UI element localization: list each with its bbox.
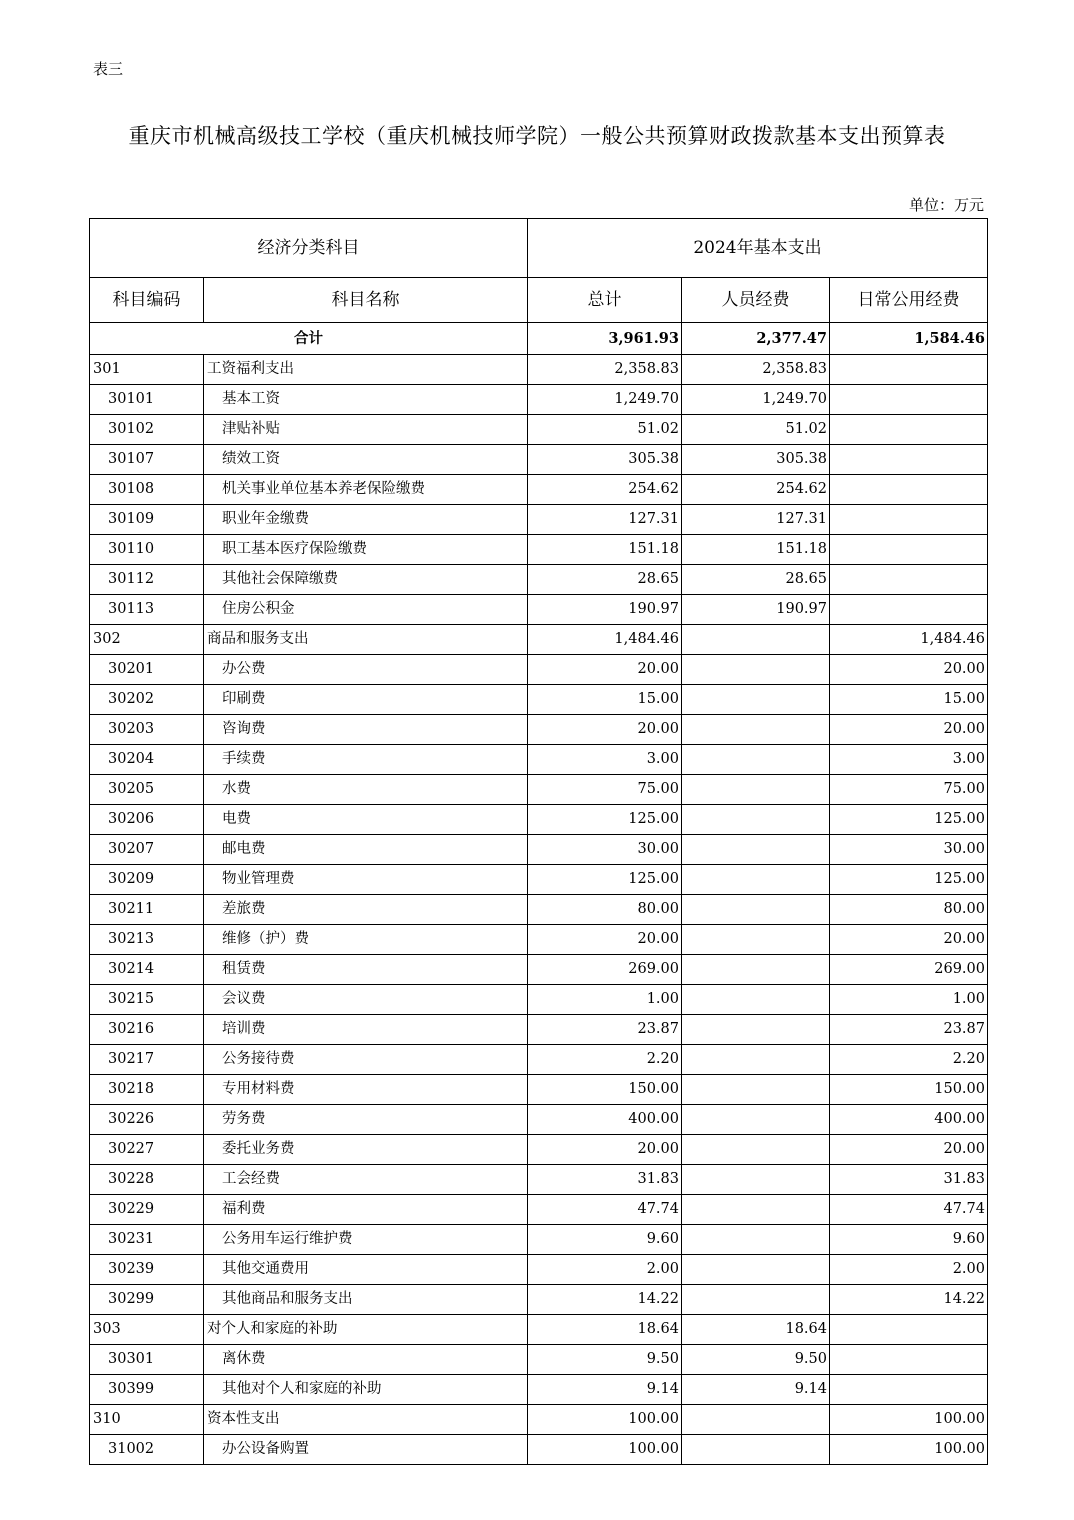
row-public: 100.00	[830, 1405, 988, 1435]
row-public	[830, 565, 988, 595]
row-name: 离休费	[204, 1345, 528, 1375]
row-name: 资本性支出	[204, 1405, 528, 1435]
row-public: 125.00	[830, 865, 988, 895]
row-code: 31002	[90, 1435, 204, 1465]
table-row	[90, 655, 988, 685]
total-sum: 3,961.93	[528, 323, 682, 355]
row-personnel: 127.31	[682, 505, 830, 535]
row-name: 差旅费	[204, 895, 528, 925]
header-public: 日常公用经费	[830, 278, 988, 323]
row-public	[830, 1315, 988, 1345]
row-public	[830, 535, 988, 565]
table-row	[90, 355, 988, 385]
row-total: 305.38	[528, 445, 682, 475]
table-row	[90, 895, 988, 925]
row-total: 20.00	[528, 1135, 682, 1165]
row-name: 职业年金缴费	[204, 505, 528, 535]
table-row	[90, 1165, 988, 1195]
row-public: 2.20	[830, 1045, 988, 1075]
unit-label: 单位：万元	[908, 196, 984, 214]
table-row	[90, 775, 988, 805]
row-total: 14.22	[528, 1285, 682, 1315]
row-personnel	[682, 835, 830, 865]
row-name: 会议费	[204, 985, 528, 1015]
table-row	[90, 1135, 988, 1165]
row-personnel	[682, 985, 830, 1015]
row-total: 30.00	[528, 835, 682, 865]
row-personnel	[682, 925, 830, 955]
row-name: 办公费	[204, 655, 528, 685]
row-personnel	[682, 805, 830, 835]
row-public: 2.00	[830, 1255, 988, 1285]
row-public: 30.00	[830, 835, 988, 865]
row-name: 住房公积金	[204, 595, 528, 625]
row-code: 30227	[90, 1135, 204, 1165]
table-row	[90, 715, 988, 745]
row-public: 80.00	[830, 895, 988, 925]
row-total: 1,484.46	[528, 625, 682, 655]
row-personnel	[682, 865, 830, 895]
table-row	[90, 535, 988, 565]
row-code: 30107	[90, 445, 204, 475]
row-code: 30215	[90, 985, 204, 1015]
table-row	[90, 925, 988, 955]
row-total: 80.00	[528, 895, 682, 925]
row-name: 机关事业单位基本养老保险缴费	[204, 475, 528, 505]
table-row	[90, 745, 988, 775]
row-personnel	[682, 1015, 830, 1045]
row-name: 培训费	[204, 1015, 528, 1045]
row-personnel: 254.62	[682, 475, 830, 505]
row-name: 劳务费	[204, 1105, 528, 1135]
table-row	[90, 475, 988, 505]
row-code: 302	[90, 625, 204, 655]
row-code: 30301	[90, 1345, 204, 1375]
row-personnel	[682, 1405, 830, 1435]
header-code: 科目编码	[90, 278, 204, 323]
row-total: 2.20	[528, 1045, 682, 1075]
row-code: 310	[90, 1405, 204, 1435]
header-personnel: 人员经费	[682, 278, 830, 323]
row-personnel	[682, 1285, 830, 1315]
row-personnel	[682, 1255, 830, 1285]
row-public: 400.00	[830, 1105, 988, 1135]
row-public: 1,484.46	[830, 625, 988, 655]
table-row	[90, 595, 988, 625]
row-total: 127.31	[528, 505, 682, 535]
row-name: 其他商品和服务支出	[204, 1285, 528, 1315]
row-personnel	[682, 895, 830, 925]
row-public: 1.00	[830, 985, 988, 1015]
row-code: 30228	[90, 1165, 204, 1195]
row-code: 30108	[90, 475, 204, 505]
row-public: 31.83	[830, 1165, 988, 1195]
table-row	[90, 1345, 988, 1375]
row-code: 30113	[90, 595, 204, 625]
row-public	[830, 445, 988, 475]
row-total: 20.00	[528, 925, 682, 955]
row-name: 工会经费	[204, 1165, 528, 1195]
table-row	[90, 685, 988, 715]
row-code: 30202	[90, 685, 204, 715]
row-total: 9.50	[528, 1345, 682, 1375]
page-title: 重庆市机械高级技工学校（重庆机械技师学院）一般公共预算财政拨款基本支出预算表	[128, 124, 946, 148]
table-row	[90, 1315, 988, 1345]
row-public: 100.00	[830, 1435, 988, 1465]
row-total: 125.00	[528, 805, 682, 835]
table-row	[90, 1075, 988, 1105]
table-row	[90, 1015, 988, 1045]
header-row-columns	[90, 278, 988, 323]
row-name: 办公设备购置	[204, 1435, 528, 1465]
table-row	[90, 1225, 988, 1255]
row-total: 269.00	[528, 955, 682, 985]
row-public: 14.22	[830, 1285, 988, 1315]
row-total: 51.02	[528, 415, 682, 445]
row-personnel	[682, 1165, 830, 1195]
total-public: 1,584.46	[830, 323, 988, 355]
header-economic-category: 经济分类科目	[90, 219, 528, 278]
row-code: 30217	[90, 1045, 204, 1075]
row-personnel	[682, 745, 830, 775]
row-code: 30206	[90, 805, 204, 835]
row-total: 9.14	[528, 1375, 682, 1405]
row-code: 30214	[90, 955, 204, 985]
row-total: 1,249.70	[528, 385, 682, 415]
total-personnel: 2,377.47	[682, 323, 830, 355]
row-personnel: 190.97	[682, 595, 830, 625]
row-total: 9.60	[528, 1225, 682, 1255]
row-name: 商品和服务支出	[204, 625, 528, 655]
row-personnel	[682, 685, 830, 715]
row-code: 30211	[90, 895, 204, 925]
row-code: 30213	[90, 925, 204, 955]
row-code: 303	[90, 1315, 204, 1345]
row-code: 30109	[90, 505, 204, 535]
row-total: 150.00	[528, 1075, 682, 1105]
row-total: 47.74	[528, 1195, 682, 1225]
row-name: 公务接待费	[204, 1045, 528, 1075]
row-name: 其他社会保障缴费	[204, 565, 528, 595]
row-personnel: 305.38	[682, 445, 830, 475]
row-code: 30101	[90, 385, 204, 415]
row-code: 30112	[90, 565, 204, 595]
row-public: 9.60	[830, 1225, 988, 1255]
table-row	[90, 1195, 988, 1225]
header-basic-expenditure: 2024年基本支出	[528, 219, 988, 278]
table-row	[90, 415, 988, 445]
row-personnel: 1,249.70	[682, 385, 830, 415]
row-code: 301	[90, 355, 204, 385]
row-personnel: 2,358.83	[682, 355, 830, 385]
row-name: 专用材料费	[204, 1075, 528, 1105]
row-personnel	[682, 1195, 830, 1225]
row-total: 100.00	[528, 1405, 682, 1435]
row-name: 租赁费	[204, 955, 528, 985]
row-public	[830, 385, 988, 415]
table-row	[90, 445, 988, 475]
row-total: 190.97	[528, 595, 682, 625]
table-row	[90, 1255, 988, 1285]
row-personnel: 9.14	[682, 1375, 830, 1405]
row-total: 400.00	[528, 1105, 682, 1135]
table-row	[90, 1285, 988, 1315]
table-row	[90, 805, 988, 835]
row-name: 其他交通费用	[204, 1255, 528, 1285]
header-name: 科目名称	[204, 278, 528, 323]
table-row	[90, 565, 988, 595]
row-code: 30209	[90, 865, 204, 895]
row-personnel: 18.64	[682, 1315, 830, 1345]
row-total: 100.00	[528, 1435, 682, 1465]
row-name: 绩效工资	[204, 445, 528, 475]
row-total: 75.00	[528, 775, 682, 805]
row-code: 30216	[90, 1015, 204, 1045]
row-code: 30239	[90, 1255, 204, 1285]
row-code: 30218	[90, 1075, 204, 1105]
row-public	[830, 1375, 988, 1405]
row-personnel: 9.50	[682, 1345, 830, 1375]
row-personnel	[682, 1105, 830, 1135]
row-code: 30231	[90, 1225, 204, 1255]
row-name: 公务用车运行维护费	[204, 1225, 528, 1255]
row-personnel	[682, 1045, 830, 1075]
row-personnel	[682, 1135, 830, 1165]
row-personnel	[682, 625, 830, 655]
row-name: 对个人和家庭的补助	[204, 1315, 528, 1345]
row-public	[830, 595, 988, 625]
header-row-group	[90, 219, 988, 278]
budget-table	[89, 218, 988, 1465]
row-public: 20.00	[830, 715, 988, 745]
row-personnel: 51.02	[682, 415, 830, 445]
table-row	[90, 1375, 988, 1405]
row-name: 福利费	[204, 1195, 528, 1225]
row-code: 30201	[90, 655, 204, 685]
row-public: 20.00	[830, 655, 988, 685]
row-total: 20.00	[528, 655, 682, 685]
row-total: 1.00	[528, 985, 682, 1015]
row-personnel	[682, 655, 830, 685]
row-personnel	[682, 715, 830, 745]
row-name: 津贴补贴	[204, 415, 528, 445]
row-public	[830, 475, 988, 505]
row-total: 125.00	[528, 865, 682, 895]
row-code: 30229	[90, 1195, 204, 1225]
total-label: 合计	[90, 323, 528, 355]
row-public: 75.00	[830, 775, 988, 805]
row-code: 30207	[90, 835, 204, 865]
table-row	[90, 385, 988, 415]
row-total: 31.83	[528, 1165, 682, 1195]
row-personnel: 151.18	[682, 535, 830, 565]
row-total: 2,358.83	[528, 355, 682, 385]
row-public	[830, 1345, 988, 1375]
row-name: 基本工资	[204, 385, 528, 415]
row-code: 30110	[90, 535, 204, 565]
row-name: 其他对个人和家庭的补助	[204, 1375, 528, 1405]
table-row	[90, 1105, 988, 1135]
row-total: 151.18	[528, 535, 682, 565]
row-personnel	[682, 1435, 830, 1465]
table-row	[90, 505, 988, 535]
row-personnel	[682, 775, 830, 805]
row-name: 电费	[204, 805, 528, 835]
row-name: 维修（护）费	[204, 925, 528, 955]
row-personnel	[682, 1225, 830, 1255]
row-total: 18.64	[528, 1315, 682, 1345]
row-total: 2.00	[528, 1255, 682, 1285]
row-total: 20.00	[528, 715, 682, 745]
row-public: 47.74	[830, 1195, 988, 1225]
row-public: 125.00	[830, 805, 988, 835]
table-row	[90, 1405, 988, 1435]
row-code: 30203	[90, 715, 204, 745]
row-personnel: 28.65	[682, 565, 830, 595]
row-personnel	[682, 1075, 830, 1105]
row-name: 物业管理费	[204, 865, 528, 895]
row-public: 23.87	[830, 1015, 988, 1045]
row-public: 20.00	[830, 925, 988, 955]
row-total: 254.62	[528, 475, 682, 505]
row-public: 15.00	[830, 685, 988, 715]
row-name: 职工基本医疗保险缴费	[204, 535, 528, 565]
row-total: 28.65	[528, 565, 682, 595]
table-row	[90, 985, 988, 1015]
row-public: 269.00	[830, 955, 988, 985]
header-total: 总计	[528, 278, 682, 323]
table-row	[90, 955, 988, 985]
row-public: 150.00	[830, 1075, 988, 1105]
row-public	[830, 415, 988, 445]
table-label: 表三	[93, 60, 124, 78]
row-public	[830, 355, 988, 385]
row-code: 30299	[90, 1285, 204, 1315]
row-name: 委托业务费	[204, 1135, 528, 1165]
row-name: 印刷费	[204, 685, 528, 715]
row-code: 30204	[90, 745, 204, 775]
row-name: 咨询费	[204, 715, 528, 745]
row-public: 20.00	[830, 1135, 988, 1165]
table-row	[90, 1435, 988, 1465]
row-name: 邮电费	[204, 835, 528, 865]
row-public: 3.00	[830, 745, 988, 775]
row-total: 3.00	[528, 745, 682, 775]
table-row	[90, 625, 988, 655]
table-row	[90, 865, 988, 895]
row-code: 30205	[90, 775, 204, 805]
row-code: 30226	[90, 1105, 204, 1135]
row-total: 15.00	[528, 685, 682, 715]
row-name: 手续费	[204, 745, 528, 775]
row-personnel	[682, 955, 830, 985]
row-name: 工资福利支出	[204, 355, 528, 385]
row-name: 水费	[204, 775, 528, 805]
row-code: 30399	[90, 1375, 204, 1405]
row-code: 30102	[90, 415, 204, 445]
row-public	[830, 505, 988, 535]
table-row	[90, 835, 988, 865]
total-row	[90, 323, 988, 355]
table-row	[90, 1045, 988, 1075]
row-total: 23.87	[528, 1015, 682, 1045]
